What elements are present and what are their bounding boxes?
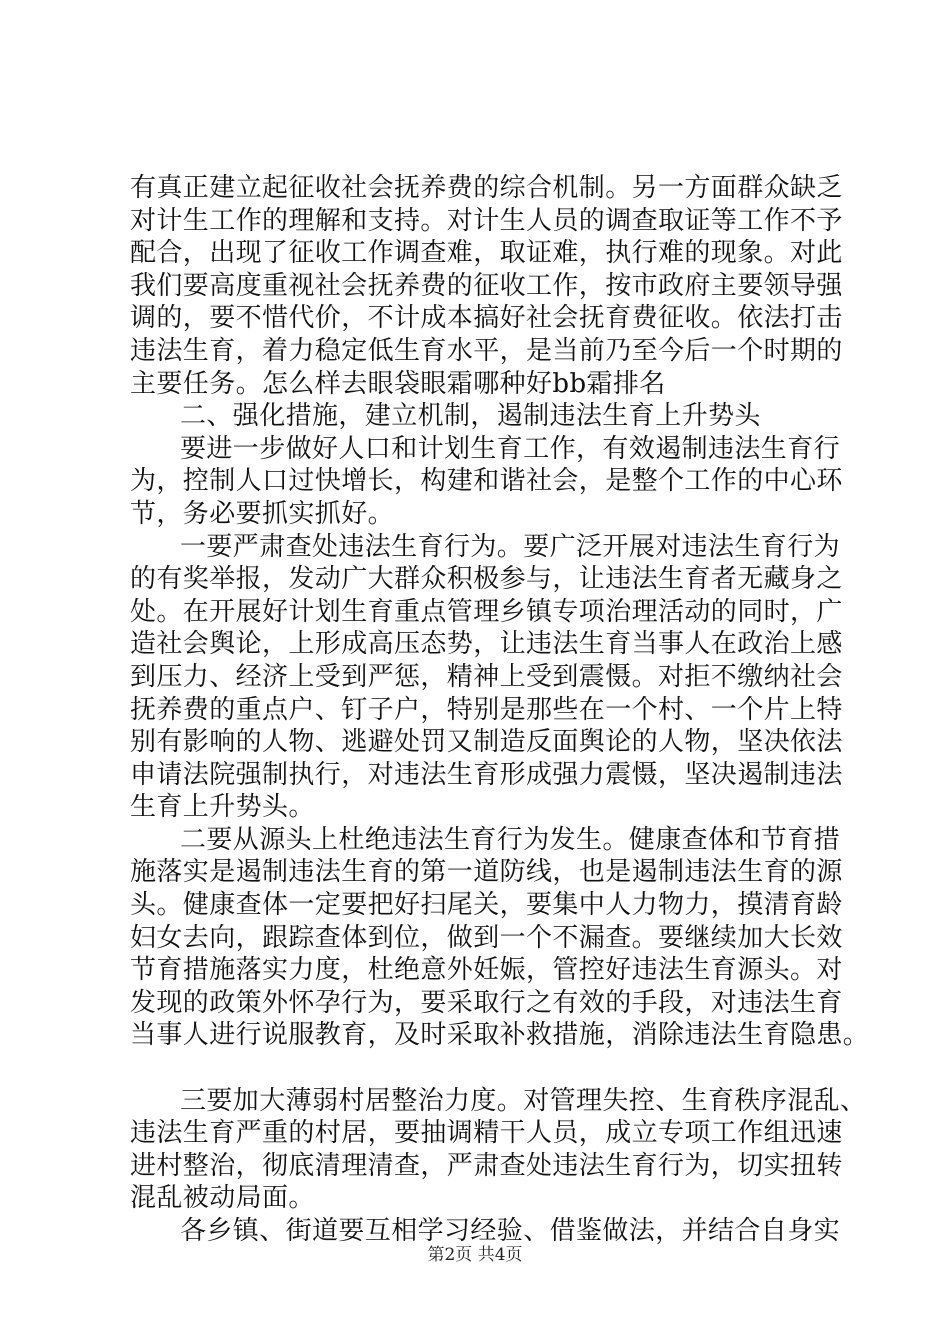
text-line: 到压力、经济上受到严惩，精神上受到震慑。对拒不缴纳社会: [130, 661, 843, 692]
text-line: 处。在开展好计划生育重点管理乡镇专项治理活动的同时，广: [130, 596, 843, 627]
text-line: 我们要高度重视社会抚养费的征收工作，按市政府主要领导强: [130, 270, 843, 301]
text-line: 的有奖举报，发动广大群众积极参与，让违法生育者无藏身之: [130, 564, 843, 595]
document-body: [130, 172, 870, 1248]
text-line: 主要任务。怎么样去眼袋眼霜哪种好bb霜排名: [130, 368, 666, 399]
text-line: 妇女去向，跟踪查体到位，做到一个不漏查。要继续加大长效: [130, 922, 843, 953]
text-line: 节，务必要抓实抓好。: [130, 498, 395, 529]
text-line: 混乱被动局面。: [130, 1183, 315, 1214]
text-line: 要进一步做好人口和计划生育工作，有效遏制违法生育行: [180, 433, 841, 464]
text-line: 违法生育严重的村居，要抽调精干人员，成立专项工作组迅速: [130, 1118, 843, 1149]
section-heading: 二、强化措施，建立机制，遏制违法生育上升势头: [180, 401, 761, 432]
text-line: 头。健康查体一定要把好扫尾关，要集中人力物力，摸清育龄: [130, 890, 843, 921]
page-number-footer: 第2页 共4页: [427, 1245, 523, 1265]
text-line: 抚养费的重点户、钉子户，特别是那些在一个村、一个片上特: [130, 694, 843, 725]
text-line: 一要严肃查处违法生育行为。要广泛开展对违法生育行为: [180, 531, 841, 562]
text-line: 发现的政策外怀孕行为，要采取行之有效的手段，对违法生育: [130, 987, 843, 1018]
text-line: 对计生工作的理解和支持。对计生人员的调查取证等工作不予: [130, 205, 843, 236]
text-line: 二要从源头上杜绝违法生育行为发生。健康查体和节育措: [180, 824, 841, 855]
text-line: 生育上升势头。: [130, 792, 315, 823]
blank-line: [130, 1052, 842, 1085]
text-line: 当事人进行说服教育，及时采取补救措施，消除违法生育隐患。: [130, 1020, 870, 1051]
text-line: 别有影响的人物、逃避处罚又制造反面舆论的人物，坚决依法: [130, 727, 843, 758]
text-line: 配合，出现了征收工作调查难，取证难，执行难的现象。对此: [130, 238, 843, 269]
text-line: 造社会舆论，上形成高压态势，让违法生育当事人在政治上感: [130, 629, 843, 660]
text-line: 违法生育，着力稳定低生育水平，是当前乃至今后一个时期的: [130, 335, 843, 366]
text-line: 三要加大薄弱村居整治力度。对管理失控、生育秩序混乱、: [180, 1085, 867, 1116]
text-line: 为，控制人口过快增长，构建和谐社会，是整个工作的中心环: [130, 466, 843, 497]
text-line: 申请法院强制执行，对违法生育形成强力震慑，坚决遏制违法: [130, 759, 843, 790]
text-line: 各乡镇、街道要互相学习经验、借鉴做法，并结合自身实: [180, 1216, 841, 1246]
text-line: 施落实是遏制违法生育的第一道防线，也是遏制违法生育的源: [130, 857, 843, 888]
text-line: 节育措施落实力度，杜绝意外妊娠，管控好违法生育源头。对: [130, 955, 843, 986]
text-line: 调的，要不惜代价，不计成本搞好社会抚育费征收。依法打击: [130, 303, 843, 334]
text-line: 进村整治，彻底清理清查，严肃查处违法生育行为，切实扭转: [130, 1150, 843, 1181]
text-line: 有真正建立起征收社会抚养费的综合机制。另一方面群众缺乏: [130, 173, 843, 203]
